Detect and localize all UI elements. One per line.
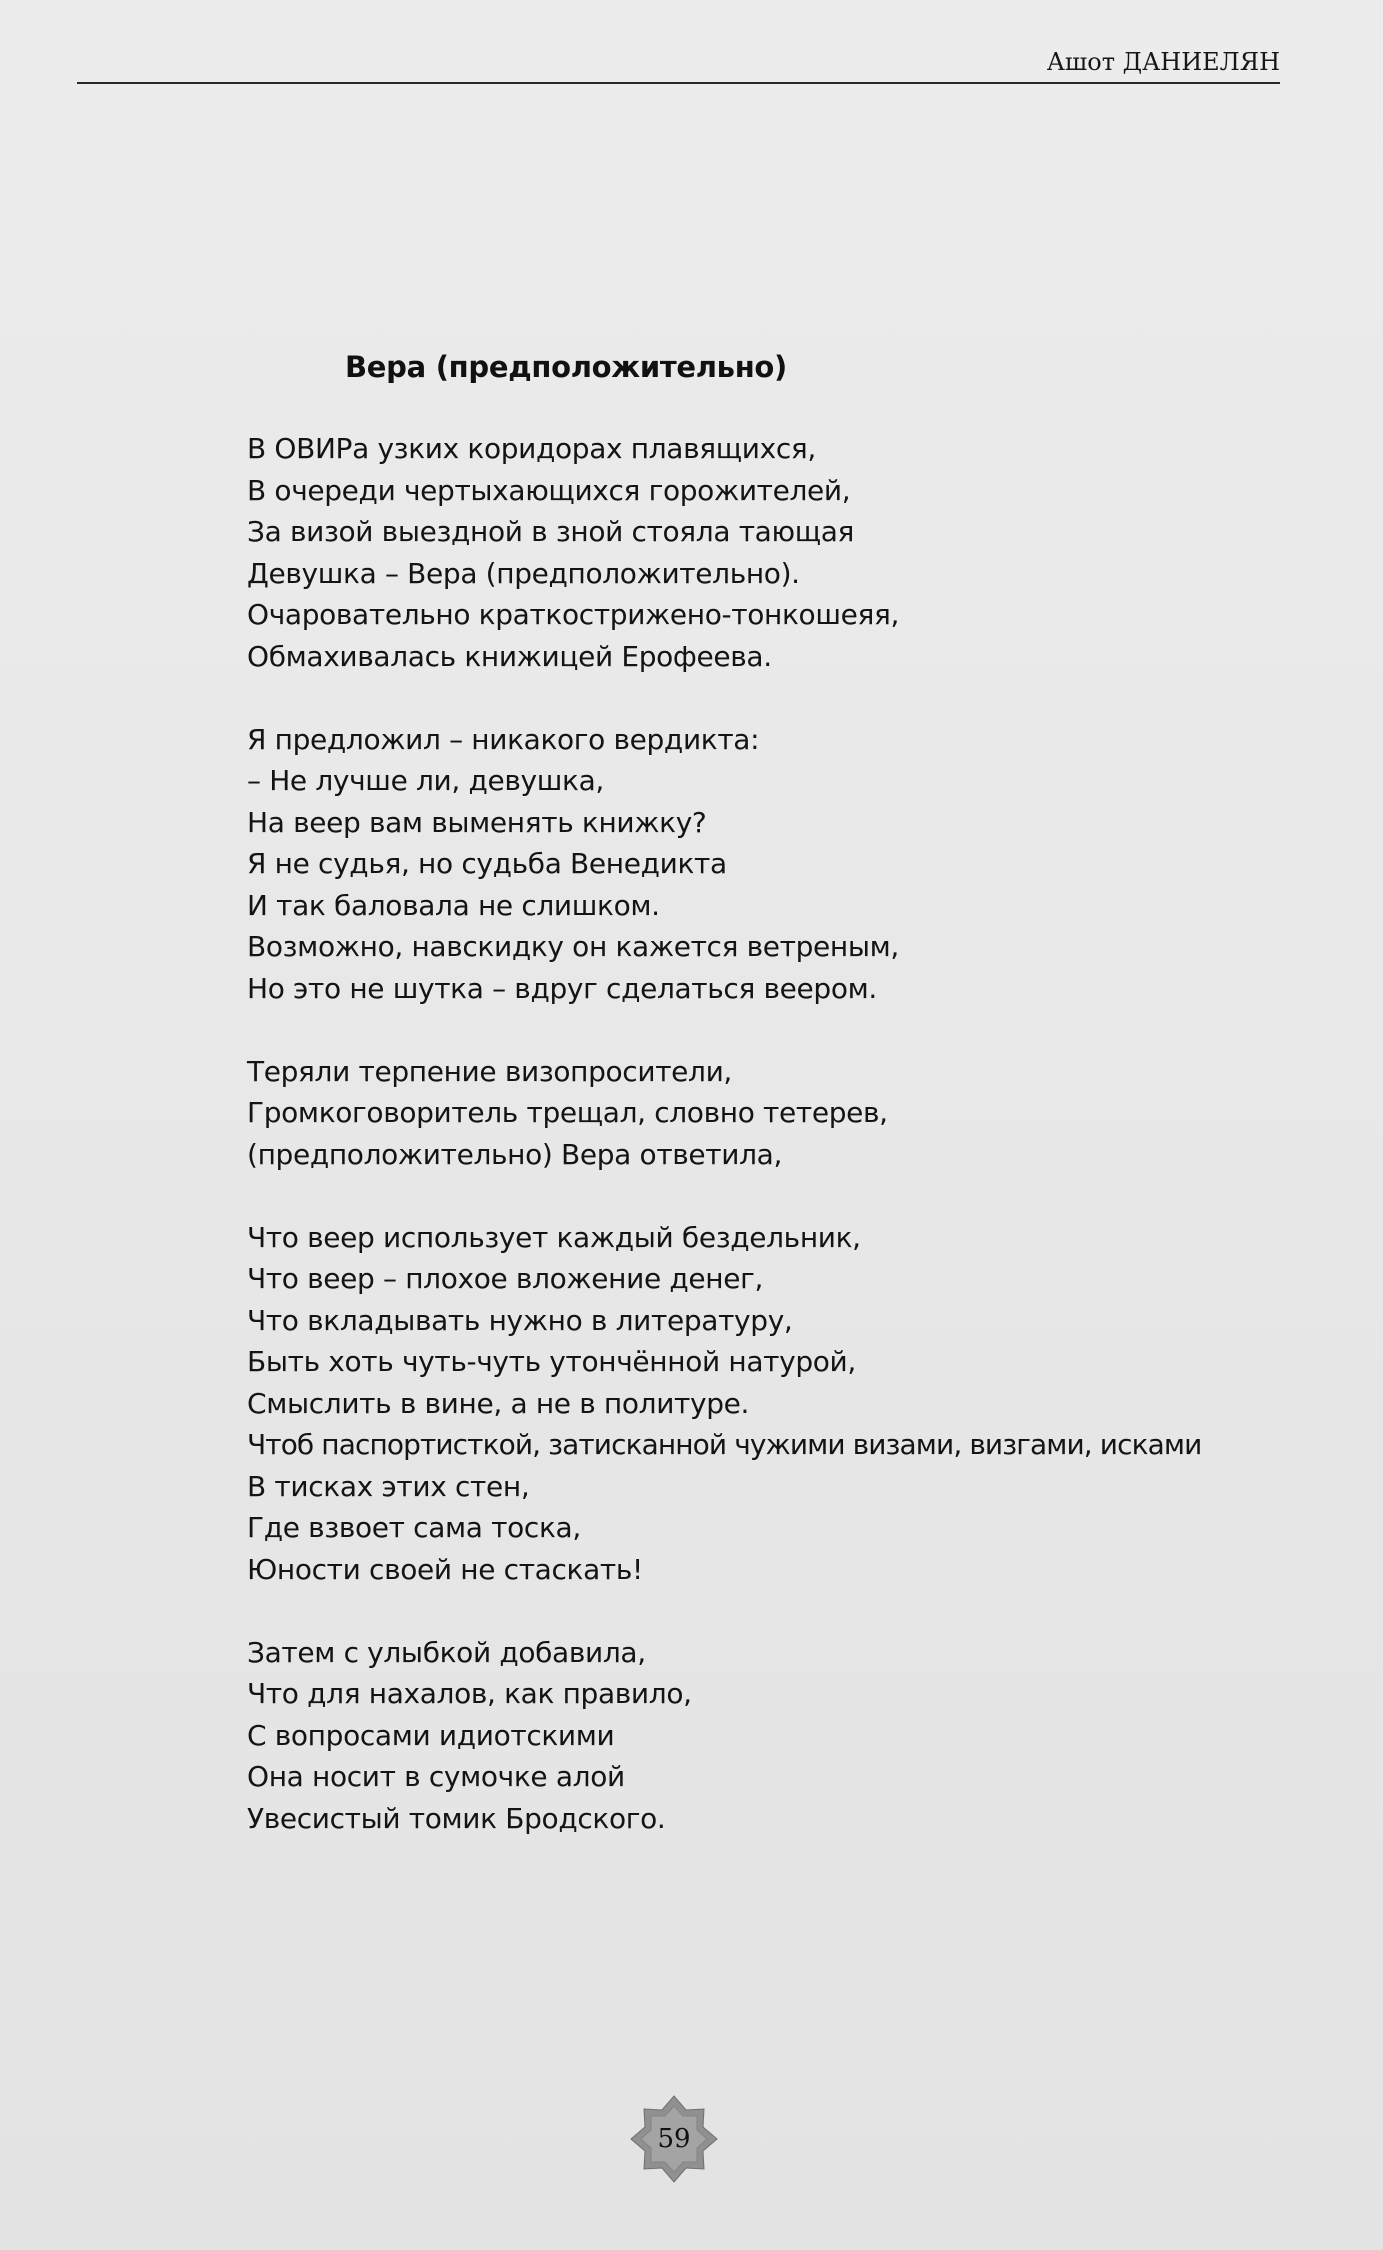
stanza	[247, 719, 1297, 1010]
poem-line: Где взвоет сама тоска,	[247, 1511, 581, 1544]
poem-line: – Не лучше ли, девушка,	[247, 764, 604, 797]
poem-line: Возможно, навскидку он кажется ветреным,	[247, 930, 899, 963]
poem-line: Быть хоть чуть-чуть утончённой натурой,	[247, 1345, 856, 1378]
poem-line: Девушка – Вера (предположительно).	[247, 556, 800, 590]
page-number-badge	[629, 2094, 719, 2184]
poem-line: (предположительно) Вера ответила,	[247, 1137, 783, 1171]
stanza	[247, 428, 1297, 677]
poem-title: Вера (предположительно)	[345, 350, 788, 384]
poem-line: В ОВИРа узких коридорах плавящихся,	[247, 432, 816, 465]
poem-line: На веер вам выменять книжку?	[247, 805, 707, 839]
poem-line: Она носит в сумочке алой	[247, 1760, 625, 1793]
stanza	[247, 1217, 1297, 1591]
poem-line: Я предложил – никакого вердикта:	[247, 722, 760, 756]
poem-line: Что веер использует каждый бездельник,	[247, 1220, 861, 1254]
poem-line: Очаровательно краткострижено-тонкошеяя,	[247, 598, 900, 631]
poem-line: Громкоговоритель трещал, словно тетерев,	[247, 1096, 888, 1129]
poem-line: В тисках этих стен,	[247, 1469, 530, 1503]
poem-line: С вопросами идиотскими	[247, 1718, 615, 1752]
poem-line: Что вкладывать нужно в литературу,	[247, 1303, 793, 1337]
poem-line: Юности своей не стаскать!	[247, 1552, 643, 1586]
stanza	[247, 1051, 1297, 1176]
poem-line: Чтоб паспортисткой, затисканной чужими визами, визгами, исками	[247, 1428, 1202, 1461]
poem-line: Но это не шутка – вдруг сделаться веером.	[247, 971, 877, 1005]
stanza	[247, 1632, 1297, 1840]
poem-line: За визой выездной в зной стояла тающая	[247, 515, 855, 548]
poem-line: И так баловала не слишком.	[247, 888, 660, 922]
running-header-author: Ашот ДАНИЕЛЯН	[1046, 48, 1280, 76]
poem-line: Я не судья, но судьба Венедикта	[247, 847, 727, 880]
poem-line: Смыслить в вине, а не в политуре.	[247, 1386, 750, 1420]
page-number: 59	[657, 2124, 691, 2154]
poem-line: Увесистый томик Бродского.	[247, 1801, 666, 1835]
poem-line: В очереди чертыхающихся горожителей,	[247, 473, 851, 507]
header-rule	[77, 82, 1280, 84]
poem-line: Затем с улыбкой добавила,	[247, 1635, 646, 1669]
poem-line: Обмахивалась книжицей Ерофеева.	[247, 639, 772, 673]
poem-line: Что для нахалов, как правило,	[247, 1677, 692, 1710]
poem-line: Что веер – плохое вложение денег,	[247, 1262, 764, 1295]
poem-body	[247, 428, 1297, 1881]
poem-line: Теряли терпение визопросители,	[247, 1054, 732, 1088]
